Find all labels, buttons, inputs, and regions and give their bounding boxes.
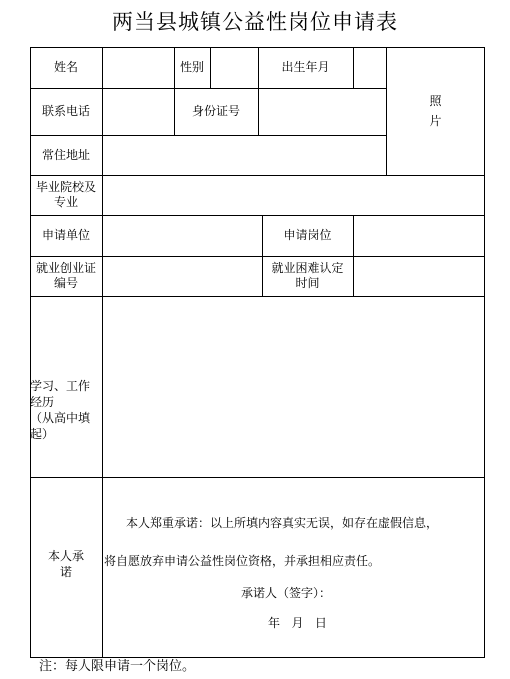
gender-label: 性别 [179, 60, 204, 74]
gender-field[interactable] [210, 47, 258, 88]
photo-label-2: 片 [429, 114, 442, 128]
photo-label-1: 照 [429, 94, 442, 108]
history-label-2: 经历 [30, 395, 55, 409]
position-label: 申请岗位 [283, 228, 332, 242]
name-field[interactable] [102, 47, 174, 88]
phone-label: 联系电话 [41, 104, 90, 118]
employment-cert-label-2: 编号 [53, 276, 78, 290]
employment-cert-label [30, 256, 102, 296]
pledge-text-line2: 将自愿放弃申请公益性岗位资格，并承担相应责任。 [104, 554, 381, 568]
difficulty-field[interactable] [353, 256, 485, 296]
position-field[interactable] [353, 215, 485, 256]
unit-label: 申请单位 [41, 228, 90, 242]
address-label: 常住地址 [41, 147, 90, 162]
employment-cert-field[interactable] [102, 256, 262, 296]
address-field[interactable] [102, 135, 386, 175]
pledge-label-2: 诺 [59, 565, 72, 579]
school-label-1: 毕业院校及 [35, 180, 96, 194]
id-field[interactable] [258, 88, 386, 135]
school-label-2: 专业 [53, 195, 78, 209]
history-label-1: 学习、工作 [30, 379, 91, 393]
birth-label: 出生年月 [281, 60, 330, 74]
school-field[interactable] [102, 175, 485, 215]
footnote: 注：每人限申请一个岗位。 [39, 659, 196, 674]
pledge-text-line1: 本人郑重承诺：以上所填内容真实无误，如存在虚假信息， [126, 516, 439, 530]
pledge-label-1: 本人承 [47, 549, 84, 563]
page-title: 两当县城镇公益性岗位申请表 [112, 10, 398, 34]
row-line [30, 477, 485, 478]
difficulty-label-2: 时间 [295, 276, 320, 290]
history-label [30, 378, 102, 442]
name-label: 姓名 [53, 60, 78, 74]
difficulty-label [262, 256, 353, 296]
history-label-3: （从高中填 [30, 411, 91, 425]
employment-cert-label-1: 就业创业证 [35, 261, 96, 275]
birth-field[interactable] [353, 47, 386, 88]
unit-field[interactable] [102, 215, 262, 256]
pledge-date: 年 月 日 [268, 616, 327, 630]
photo-box[interactable] [386, 47, 485, 175]
history-label-4: 起） [30, 427, 55, 441]
phone-field[interactable] [102, 88, 174, 135]
signature-field[interactable] [341, 584, 451, 602]
school-label [30, 175, 102, 215]
difficulty-label-1: 就业困难认定 [271, 261, 344, 275]
id-label: 身份证号 [191, 104, 240, 118]
pledge-signer-label: 承诺人（签字）： [241, 586, 332, 600]
history-field[interactable] [102, 296, 485, 477]
pledge-label [30, 548, 102, 580]
